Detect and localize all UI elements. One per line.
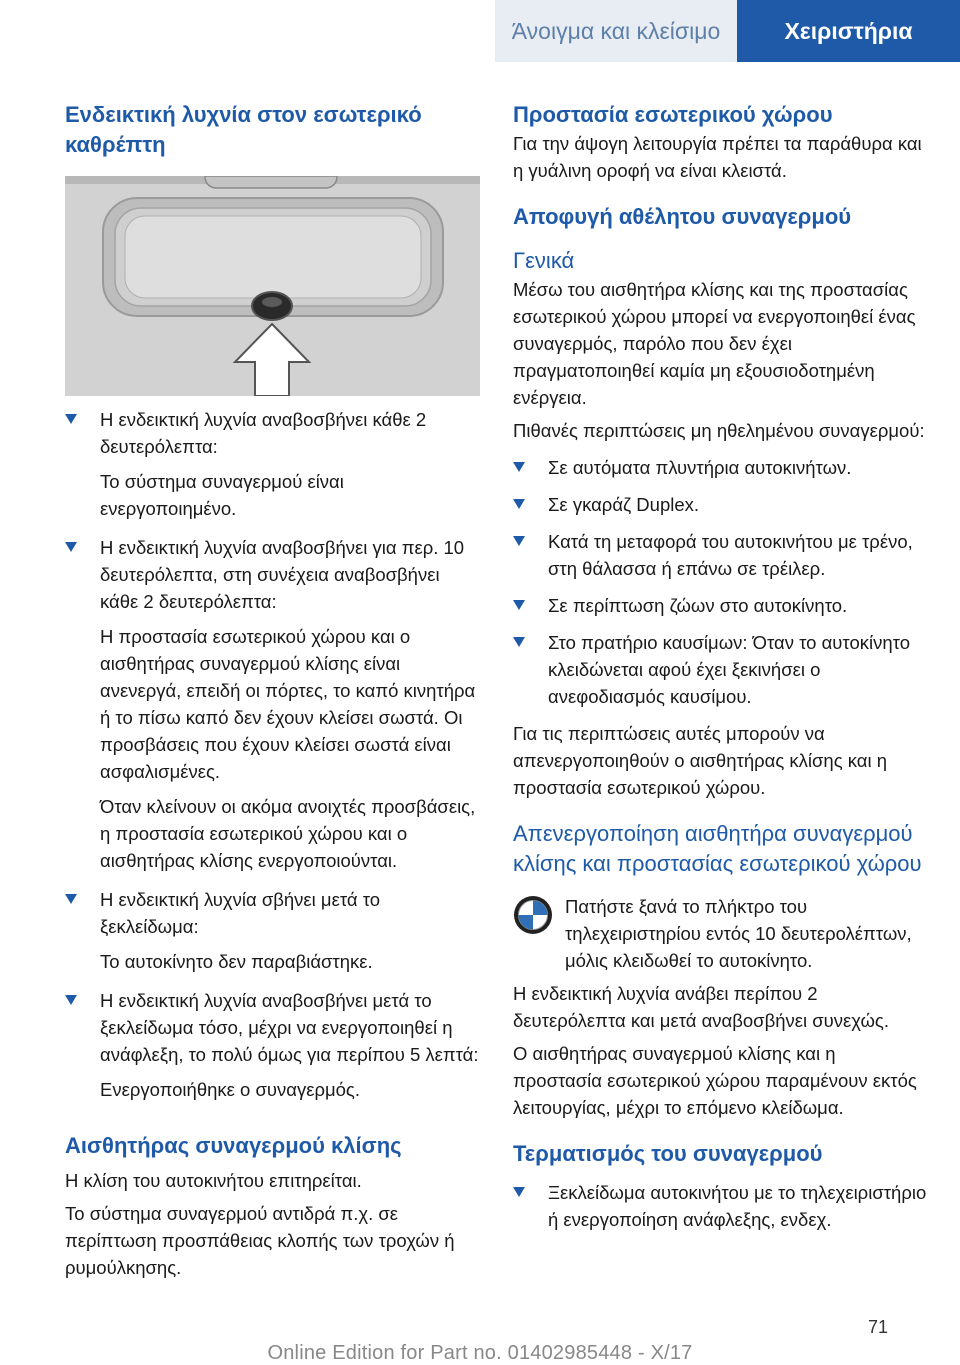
tilt-paragraph-2: Το σύστημα συναγερμού αντιδρά π.χ. σε περίπτωση προσπάθειας κλοπής των τροχών ή ρυμούλκησης.	[65, 1203, 455, 1278]
remote-button-instruction	[513, 893, 928, 974]
triangle-bullet-icon	[513, 536, 525, 546]
end-alarm-heading: Τερματισμός του συναγερμού	[513, 1141, 823, 1166]
end-alarm-list	[513, 1179, 928, 1233]
list-item: Η ενδεικτική λυχνία αναβοσβήνει μετά το ξεκλείδωμα τόσο, μέχρι να ενεργοποιηθεί η ανάφλεξη, το πολύ όμως για περίπου 5 λεπτά: Ενεργοποιήθηκε ο συναγερμός.	[65, 987, 480, 1103]
triangle-bullet-icon	[513, 462, 525, 472]
bmw-remote-key-icon	[513, 895, 553, 935]
left-column	[65, 100, 480, 1281]
page-number: 71	[867, 1317, 888, 1337]
general-heading: Γενικά	[513, 248, 575, 273]
list-item: Η ενδεικτική λυχνία σβήνει μετά το ξεκλείδωμα: Το αυτοκίνητο δεν παραβιάστηκε.	[65, 886, 480, 975]
list-item: Σε περίπτωση ζώων στο αυτοκίνητο.	[513, 592, 928, 619]
tilt-sensor-heading: Αισθητήρας συναγερμού κλίσης	[65, 1133, 402, 1158]
triangle-bullet-icon	[513, 499, 525, 509]
triangle-bullet-icon	[65, 414, 77, 424]
list-item: Ξεκλείδωμα αυτοκινήτου με το τηλεχειριστήριο ή ενεργοποίηση ανάφλεξης, ενδεχ.	[513, 1179, 928, 1233]
list-item: Σε αυτόματα πλυντήρια αυτοκινήτων.	[513, 454, 928, 481]
triangle-bullet-icon	[65, 995, 77, 1005]
triangle-bullet-icon	[513, 600, 525, 610]
avoid-alarm-heading: Αποφυγή αθέλητου συναγερμού	[513, 204, 852, 229]
deactivate-paragraph-1: Πατήστε ξανά το πλήκτρο του τηλεχειριστηρίου εντός 10 δευτερολέπτων, μόλις κλειδωθεί το αυτοκίνητο.	[565, 896, 912, 971]
cases-after-paragraph: Για τις περιπτώσεις αυτές μπορούν να απενεργοποιηθούν ο αισθητήρας κλίσης και η προστασία εσωτερικού χώρου.	[513, 723, 888, 798]
list-item: Στο πρατήριο καυσίμων: Όταν το αυτοκίνητο κλειδώνεται αφού έχει ξεκινήσει ο ανεφοδιασμός καυσίμου.	[513, 629, 928, 710]
interior-protection-heading: Προστασία εσωτερικού χώρου	[513, 102, 833, 127]
deactivate-heading: Απενεργοποίηση αισθητήρα συναγερμού κλίσης και προστασίας εσωτερικού χώρου	[513, 821, 922, 876]
list-item: Κατά τη μεταφορά του αυτοκινήτου με τρένο, στη θάλασσα ή επάνω σε τρέιλερ.	[513, 528, 928, 582]
edition-footer: Online Edition for Part no. 01402985448 - X/17	[267, 1342, 693, 1364]
unwanted-alarm-cases	[513, 454, 928, 710]
triangle-bullet-icon	[65, 894, 77, 904]
section-tab[interactable]: Άνοιγμα και κλείσιμο	[495, 0, 737, 62]
interior-paragraph: Για την άψογη λειτουργία πρέπει τα παράθυρα και η γυάλινη οροφή να είναι κλειστά.	[513, 133, 922, 181]
list-item: Η ενδεικτική λυχνία αναβοσβήνει κάθε 2 δευτερόλεπτα: Το σύστημα συναγερμού είναι ενεργοποιημένο.	[65, 406, 480, 522]
triangle-bullet-icon	[513, 637, 525, 647]
triangle-bullet-icon	[513, 1187, 525, 1197]
list-item: Σε γκαράζ Duplex.	[513, 491, 928, 518]
deactivate-paragraph-3: Ο αισθητήρας συναγερμού κλίσης και η προστασία εσωτερικού χώρου παραμένουν εκτός λειτουργίας, μέχρι το επόμενο κλείδωμα.	[513, 1043, 917, 1118]
list-item: Η ενδεικτική λυχνία αναβοσβήνει για περ. 10 δευτερόλεπτα, στη συνέχεια αναβοσβήνει κάθε 2 δευτερόλεπτα: Η προστασία εσωτερικού χώρου και ο αισθητήρας συναγερμού κλίσης είναι ανενεργά, επειδή οι πόρτες, το καπό κινητήρα ή το πίσω καπό δεν έχουν κλείσει σωστά. Οι προσβάσεις που έχουν κλείσει σωστά είναι ασφαλισμένες. Όταν κλείνουν οι ακόμα ανοιχτές προσβάσεις, η προστασία εσωτερικού χώρου και ο αισθητήρας κλίσης ενεργοποιούνται.	[65, 534, 480, 874]
possible-cases-intro: Πιθανές περιπτώσεις μη ηθελημένου συναγερμού:	[513, 420, 925, 441]
led-status-list	[65, 406, 480, 1103]
tilt-paragraph-1: Η κλίση του αυτοκινήτου επιτηρείται.	[65, 1170, 362, 1191]
mirror-led-heading: Ενδεικτική λυχνία στον εσωτερικό καθρέπτη	[65, 102, 422, 157]
triangle-bullet-icon	[65, 542, 77, 552]
chapter-tab[interactable]: Χειριστήρια	[737, 0, 960, 62]
right-column	[513, 100, 928, 1233]
deactivate-paragraph-2: Η ενδεικτική λυχνία ανάβει περίπου 2 δευτερόλεπτα και μετά αναβοσβήνει συνεχώς.	[513, 983, 889, 1031]
rearview-mirror-illustration	[65, 176, 480, 396]
page-header	[0, 0, 960, 62]
general-paragraph: Μέσω του αισθητήρα κλίσης και της προστασίας εσωτερικού χώρου μπορεί να ενεργοποιηθεί ένας συναγερμός, παρόλο που δεν έχει πραγματοποιηθεί καμία μη εξουσιοδοτημένη ενέργεια.	[513, 279, 916, 408]
